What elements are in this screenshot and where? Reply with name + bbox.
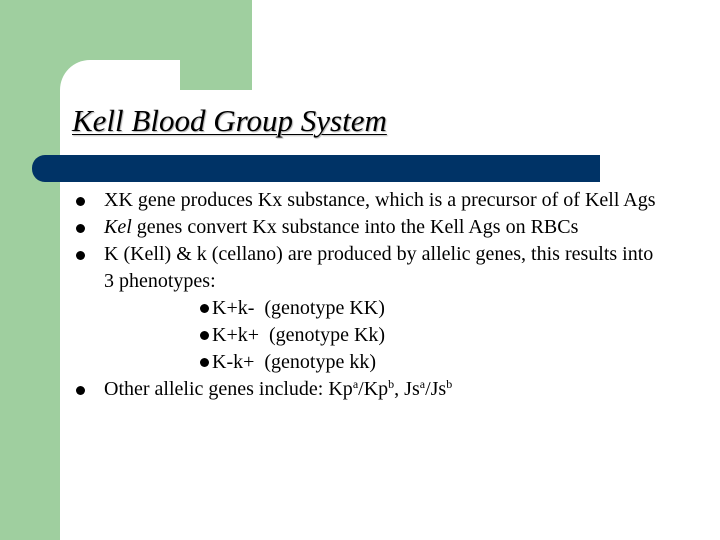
bullet-dot-icon (76, 386, 85, 395)
bullet-list (72, 187, 662, 403)
bullet-dot-icon (76, 224, 85, 233)
bullet-text: Other allelic genes include: (104, 378, 329, 400)
bullet-text: K (Kell) & k (cellano) are produced by allelic genes, this results into 3 phenotypes: (104, 243, 654, 292)
sub-bullet-dot-icon (200, 331, 209, 340)
bullet-text: genes convert Kx substance into the Kell Ags on RBCs (131, 216, 579, 238)
genotype-label: (genotype kk) (264, 351, 377, 373)
sub-bullet-item (72, 322, 662, 349)
bullet-item-kel-genes (72, 214, 662, 241)
title-underline-bar (32, 155, 600, 182)
bullet-dot-icon (76, 197, 85, 206)
bullet-item-other-alleles (72, 376, 662, 403)
genotype-label: (genotype Kk) (269, 324, 386, 346)
sub-bullet-dot-icon (200, 358, 209, 367)
bullet-dot-icon (76, 251, 85, 260)
allele-slash: / (425, 378, 431, 400)
sub-bullet-item (72, 295, 662, 322)
allele-kpa-base: Kp (328, 378, 353, 400)
sub-bullet-dot-icon (200, 304, 209, 313)
allele-kpb-base: Kp (363, 378, 389, 400)
sub-bullet-item (72, 349, 662, 376)
allele-slash: / (358, 378, 364, 400)
bullet-item-allelic-genes (72, 241, 662, 295)
phenotype-label: K+k+ (212, 324, 260, 346)
allele-jsb-base: Js (430, 378, 447, 400)
allele-jsa-base: Js (404, 378, 420, 400)
bullet-item-xk-gene (72, 187, 662, 214)
genotype-label: (genotype KK) (264, 297, 385, 319)
allele-separator: , (394, 378, 405, 400)
allele-jsb-superscript: b (446, 377, 453, 391)
phenotype-label: K+k- (212, 297, 255, 319)
allele-kpb-superscript: b (388, 377, 395, 391)
allele-jsa-superscript: a (419, 377, 426, 391)
bullet-text: XK gene produces Kx substance, which is a precursor of of Kell Ags (104, 189, 656, 211)
allele-kpa-superscript: a (352, 377, 359, 391)
bullet-text-italic: Kel (104, 216, 132, 238)
slide-title: Kell Blood Group System (72, 103, 387, 138)
phenotype-label: K-k+ (212, 351, 255, 373)
